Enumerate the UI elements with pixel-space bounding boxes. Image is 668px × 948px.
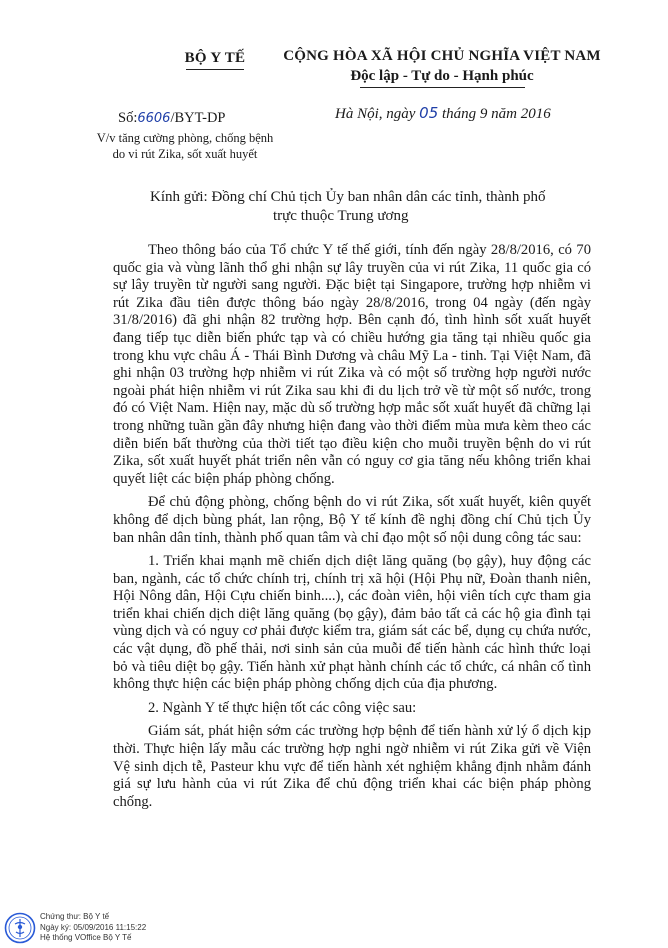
document-number	[118, 110, 226, 127]
national-header	[282, 48, 602, 88]
national-motto: Độc lập - Tự do - Hạnh phúc	[350, 68, 534, 84]
doc-number-prefix: Số:	[118, 110, 138, 126]
body-paragraph: 2. Ngành Y tế thực hiện tốt các công việc sau:	[148, 699, 417, 716]
certificate-line: Ngày ký: 05/09/2016 11:15:22	[40, 922, 147, 932]
doc-number-suffix: /BYT-DP	[170, 110, 226, 126]
recipient-block	[150, 188, 590, 226]
subject-line: do vi rút Zika, sốt xuất huyết	[112, 147, 258, 161]
nation-name: CỘNG HÒA XÃ HỘI CHỦ NGHĨA VIỆT NAM	[283, 48, 601, 64]
agency-underline	[186, 69, 244, 70]
ministry-seal-icon	[4, 912, 36, 944]
motto-underline	[360, 87, 525, 88]
date-day-handwritten: 05	[419, 104, 439, 122]
document-body	[113, 242, 591, 817]
certificate-line: Chứng thư: Bộ Y tế	[40, 912, 110, 921]
agency-name: BỘ Y TẾ	[184, 50, 246, 66]
date-suffix: tháng 9 năm 2016	[442, 106, 551, 122]
doc-number-handwritten: 6606	[137, 111, 171, 126]
body-paragraph: Để chủ động phòng, chống bệnh do vi rút Zika, sốt xuất huyết, kiên quyết không để dịch bùng phát, lan rộng, Bộ Y tế kính đề nghị đồng chí Chủ tịch Ủy ban nhân dân tỉnh, thành phố quan tâm và chỉ đạo một số nội dung công tác sau:	[113, 494, 591, 546]
recipient-line: trực thuộc Trung ương	[273, 208, 409, 224]
certificate-text	[40, 912, 146, 944]
body-paragraph: 1. Triển khai mạnh mẽ chiến dịch diệt lăng quăng (bọ gậy), huy động các ban, ngành, các tổ chức chính trị, chính trị xã hội (Hội Phụ nữ, Đoàn thanh niên, Hội Nông dân, Hội Cựu chiến binh....), các đoàn viên, hội viên tích cực tham gia triển khai chiến dịch diệt lăng quăng (bọ gậy), đảm bảo tất cả các hộ gia đình tại vùng dịch và có nguy cơ phải được kiểm tra, giám sát các bể, dụng cụ chứa nước, các vật dụng, đồ phế thải, nơi sinh sản của muỗi để tiến hành các hình thức loại bỏ và tiêu diệt bọ gậy. Tiến hành xử phạt hành chính các tổ chức, cá nhân cố tình không thực hiện các biện pháp phòng chống dịch của địa phương.	[113, 553, 591, 693]
document-subject	[70, 130, 300, 162]
place-and-date	[335, 104, 551, 123]
recipient-line: Kính gửi: Đồng chí Chủ tịch Ủy ban nhân dân các tỉnh, thành phố	[150, 189, 546, 205]
subject-line: V/v tăng cường phòng, chống bệnh	[96, 131, 274, 145]
body-paragraph: Theo thông báo của Tổ chức Y tế thế giới, tính đến ngày 28/8/2016, có 70 quốc gia và vùng lãnh thổ ghi nhận sự lây truyền của vi rút Zika, 11 quốc gia có sự lây truyền từ người sang người. Đặc biệt tại Singapore, trường hợp nhiễm vi rút Zika đầu tiên được thông báo ngày 28/8/2016, trong 04 ngày (đến ngày 31/8/2016) đã ghi nhận 82 trường hợp. Bên cạnh đó, tình hình sốt xuất huyết đang tiếp tục diễn biến phức tạp và có chiều hướng gia tăng tại nhiều quốc gia trong khu vực châu Á - Thái Bình Dương và châu Mỹ La - tinh. Tại Việt Nam, đã ghi nhận 03 trường hợp nhiễm vi rút Zika và có một số trường hợp người nước ngoài phát hiện nhiễm vi rút Zika sau khi đi du lịch trở về từ một số nước, trong đó có Việt Nam. Hiện nay, mặc dù số trường hợp mắc sốt xuất huyết đã chững lại trong những tuần gần đây nhưng hiện đang vào thời điểm mùa mưa kèm theo các diễn biến bất thường của thời tiết tạo điều kiện cho muỗi truyền bệnh do vi rút Zika, sốt xuất huyết phát triển nên vẫn có nguy cơ gia tăng nếu không triển khai quyết liệt các biện pháp phòng chống.	[113, 242, 591, 487]
body-paragraph: Giám sát, phát hiện sớm các trường hợp bệnh để tiến hành xử lý ổ dịch kịp thời. Thực hiện lấy mẫu các trường hợp nghi ngờ nhiễm vi rút Zika gửi về Viện Vệ sinh dịch tễ, Pasteur khu vực để tiến hành xét nghiệm khẳng định nhằm đánh giá sự lưu hành của vi rút Zika để chủ động triển khai các biện pháp phòng chống.	[113, 723, 591, 810]
date-prefix: Hà Nội, ngày	[335, 106, 416, 122]
certificate-line: Hệ thống VOffice Bộ Y Tế	[40, 933, 132, 942]
digital-signature-stamp	[4, 912, 224, 948]
